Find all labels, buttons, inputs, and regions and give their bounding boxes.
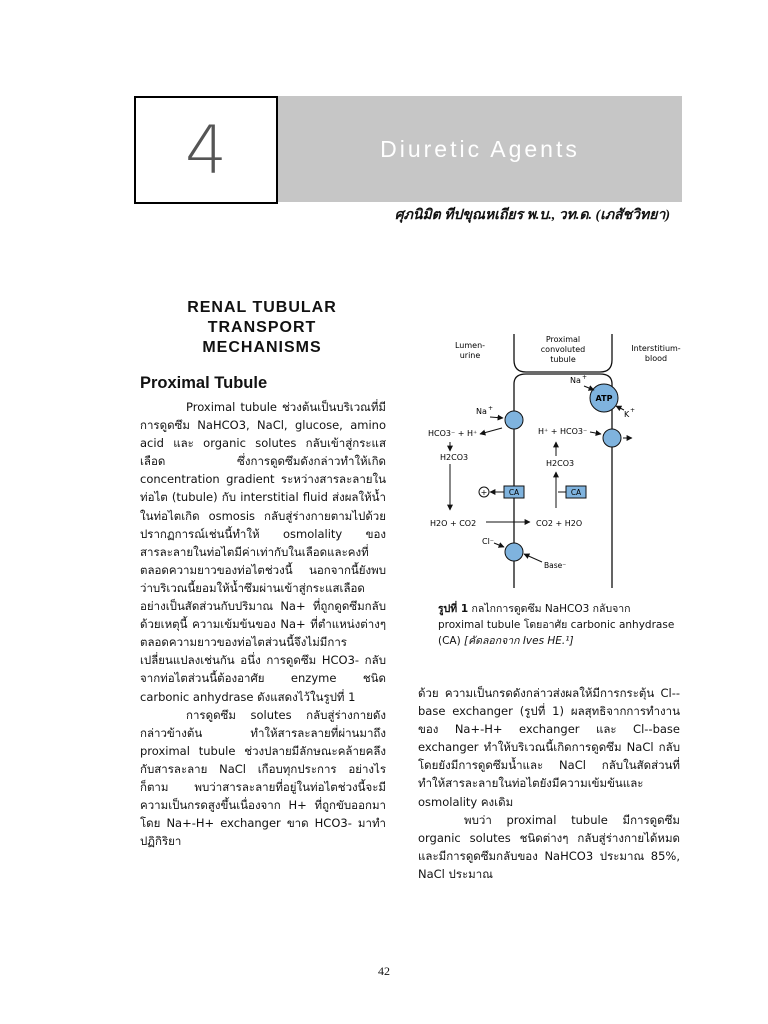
base-arrow <box>524 554 542 562</box>
na-h-exchanger <box>505 411 523 429</box>
proximal-label: convoluted <box>540 345 586 354</box>
lumen-label: Lumen- <box>454 341 486 350</box>
figure-caption-source: [คัดลอกจาก Ives HE.¹] <box>464 635 574 647</box>
author-line: ศุภนิมิต ทีปขุณหเถียร พ.บ., วท.ด. (เภสัชวิทยา) <box>394 208 670 223</box>
interstitium-label: Interstitium- <box>631 344 681 353</box>
pump-na-arrow <box>584 386 594 390</box>
interstitium-label: blood <box>644 354 668 363</box>
cell-h2co3: H2CO3 <box>546 459 575 468</box>
section-heading-line: MECHANISMS <box>202 339 322 356</box>
proximal-label: Proximal <box>545 335 581 344</box>
cl-base-exchanger <box>505 543 523 561</box>
na-label: Na <box>476 407 487 416</box>
section-heading-line: TRANSPORT <box>207 319 317 336</box>
cl-label: Cl⁻ <box>482 537 495 546</box>
transport-diagram <box>418 330 684 600</box>
atp-label: ATP <box>595 394 613 403</box>
lumen-h2o-co2: H2O + CO2 <box>430 519 477 528</box>
svg-text:+: + <box>488 405 494 412</box>
body-paragraph: พบว่า proximal tubule มีการดูดซึม organic solutes ชนิดต่างๆ กลับสู่ร่างกายได้หมด และมีการดูดซึมกลับของ NaHCO3 ประมาณ 85%, NaCl ประมาณ <box>418 812 680 881</box>
chapter-number-box <box>134 96 278 204</box>
right-column <box>418 684 680 883</box>
ca-label: CA <box>508 488 520 497</box>
figure-caption-text: กลไกการดูดซึม NaHCO3 กลับจาก proximal tubule โดยอาศัย carbonic anhydrase (CA) <box>438 603 675 647</box>
hco3-arrow <box>590 432 601 434</box>
body-paragraph: Proximal tubule ช่วงต้นเป็นบริเวณที่มีการดูดซึม NaHCO3, NaCl, glucose, amino acid และ organic solutes กลับเข้าสู่กระแสเลือด ซึ่งการดูดซึมดังกล่าวทำให้เกิด concentration gradient ระหว่างสารละลายในท่อไต (tubule) กับ interstitial fluid ส่งผลให้น้ำในท่อไตเกิด osmosis กลับสู่ร่างกายตามไปด้วย ปรากฏการณ์เช่นนี้ทำให้ osmolality ของสารละลายในท่อไตมีค่าเท่ากับในเลือดและคงที่ตลอดความยาวของท่อไตช่วงนี้ นอกจากนี้ยังพบว่าบริเวณนี้ยอมให้น้ำซึมผ่านเข้าสู่กระแสเลือดอย่างเป็นสัดส่วนกับปริมาณ Na+ ที่ถูกดูดซึมกลับ ด้วยเหตุนี้ ความเข้มข้นของ Na+ ที่ตำแหน่งต่างๆ ตลอดความยาวของท่อไตส่วนนี้จึงไม่มีการเปลี่ยนแปลงเช่นกัน อนึ่ง การดูดซึม HCO3- กลับจากท่อไตส่วนนี้ต้องอาศัย enzyme ชนิด carbonic anhydrase ดังแสดงไว้ในรูปที่ 1 <box>140 400 386 704</box>
figure-caption-number: รูปที่ 1 <box>438 603 469 615</box>
subsection-heading: Proximal Tubule <box>140 374 268 392</box>
plus-sign: + <box>480 488 488 497</box>
cl-in-arrow <box>494 543 504 547</box>
base-label: Base⁻ <box>544 561 567 570</box>
pump-k-arrow <box>616 406 624 410</box>
proximal-label: tubule <box>550 355 576 364</box>
na-in-arrow <box>490 417 503 418</box>
cell-co2-h2o: CO2 + H2O <box>536 519 583 528</box>
body-paragraph: การดูดซึม solutes กลับสู่ร่างกายดังกล่าวข้างต้น ทำให้สารละลายที่ผ่านมาถึง proximal tubule ช่วงปลายมีลักษณะคล้ายคลึงกับสารละลาย NaCl เกือบทุกประการ อย่างไรก็ตาม พบว่าสารละลายที่อยู่ในท่อไตช่วงนี้จะมีความเป็นกรดสูงขึ้นเนื่องจาก H+ ที่ถูกขับออกมาโดย Na+-H+ exchanger ขาด HCO3- มาทำปฏิกิริยา <box>140 707 386 849</box>
ca-label: CA <box>570 488 582 497</box>
lumen-label: urine <box>459 351 481 360</box>
pump-na-label: Na <box>570 376 581 385</box>
h-out-arrow <box>480 428 502 434</box>
figure-caption <box>438 601 678 649</box>
basolateral-transporter <box>603 429 621 447</box>
page-number: 42 <box>378 964 390 978</box>
chapter-title-band <box>278 96 682 202</box>
svg-text:+: + <box>582 374 588 381</box>
cell-h-hco3: H⁺ + HCO3⁻ <box>538 427 588 436</box>
chapter-title: Diuretic Agents <box>380 135 580 162</box>
pump-k-label: K <box>624 410 630 419</box>
svg-text:+: + <box>630 407 636 414</box>
section-heading-line: RENAL TUBULAR <box>187 299 337 316</box>
lumen-h2co3: H2CO3 <box>440 453 469 462</box>
section-heading <box>140 298 384 358</box>
chapter-number: 4 <box>185 111 227 189</box>
lumen-hco3-h: HCO3⁻ + H⁺ <box>428 429 478 438</box>
body-paragraph: ด้วย ความเป็นกรดดังกล่าวส่งผลให้มีการกระตุ้น Cl--base exchanger (รูปที่ 1) ผลสุทธิจากการทำงานของ Na+-H+ exchanger และ Cl--base exchanger ทำให้บริเวณนี้เกิดการดูดซึม NaCl กลับ โดยยังมีการดูดซึมน้ำและ NaCl กลับในสัดส่วนที่ทำให้สารละลายในท่อไตยังมีความเข้มข้นและ osmolality คงเดิม <box>418 686 680 809</box>
left-column <box>140 398 386 850</box>
